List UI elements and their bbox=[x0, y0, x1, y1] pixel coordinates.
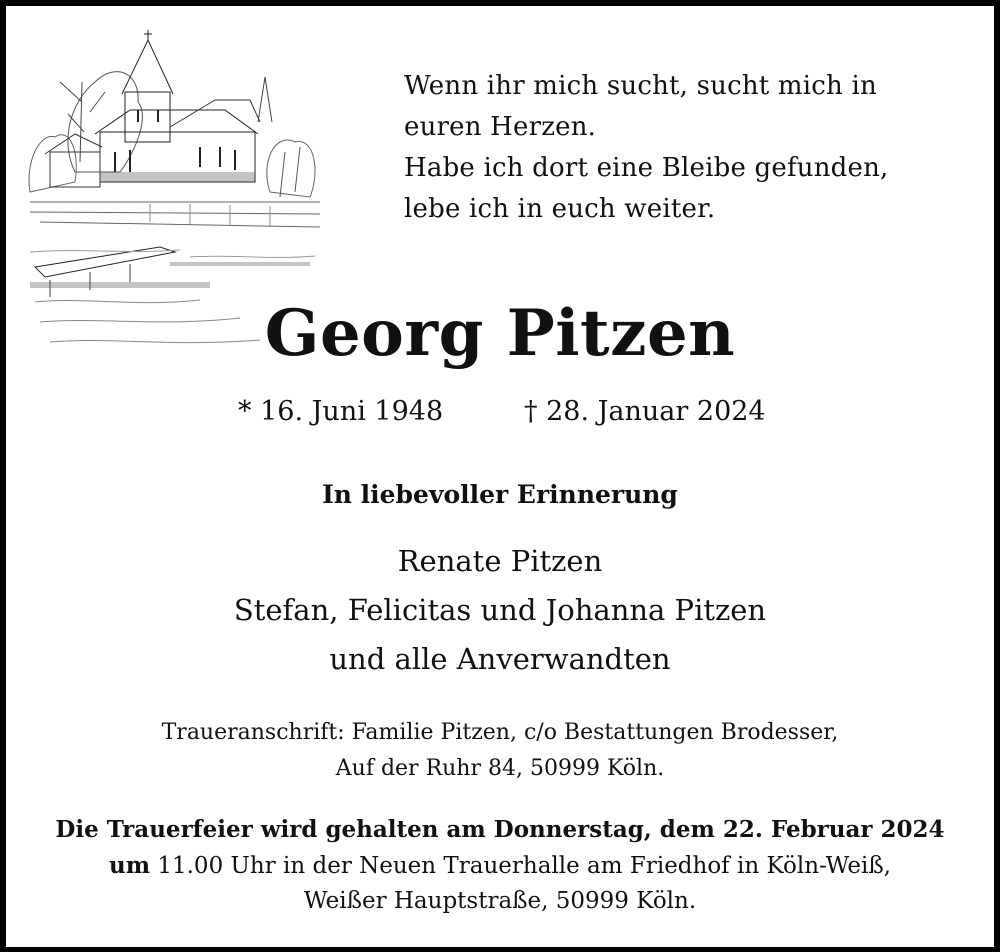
death-date: † 28. Januar 2024 bbox=[524, 396, 766, 427]
deceased-name: Georg Pitzen bbox=[264, 296, 736, 371]
memory-heading: In liebevoller Erinnerung bbox=[322, 480, 678, 509]
service-time-place: 11.00 Uhr in der Neuen Trauerhalle am Friedhof in Köln-Weiß, bbox=[150, 853, 891, 879]
family-line: Renate Pitzen bbox=[397, 544, 603, 578]
service-date-text: Die Trauerfeier wird gehalten am Donnerstag, dem 22. Februar 2024 bbox=[55, 816, 945, 843]
poem-line: lebe ich in euch weiter. bbox=[404, 194, 716, 224]
poem-line: Wenn ihr mich sucht, sucht mich in bbox=[404, 71, 877, 101]
poem-line: euren Herzen. bbox=[404, 112, 597, 142]
address-line: Auf der Ruhr 84, 50999 Köln. bbox=[335, 756, 665, 781]
family-line: Stefan, Felicitas und Johanna Pitzen bbox=[233, 593, 767, 627]
funeral-service-info bbox=[0, 812, 1000, 919]
address-line: Traueranschrift: Familie Pitzen, c/o Bestattungen Brodesser, bbox=[161, 720, 839, 745]
service-um-text: um bbox=[108, 852, 151, 879]
birth-date: * 16. Juni 1948 bbox=[238, 396, 444, 427]
service-line-3: Weißer Hauptstraße, 50999 Köln. bbox=[303, 888, 697, 914]
service-line-2 bbox=[0, 848, 1000, 884]
poem-block bbox=[404, 66, 964, 230]
family-list bbox=[0, 537, 1000, 684]
poem-line: Habe ich dort eine Bleibe gefunden, bbox=[404, 153, 889, 183]
family-line: und alle Anverwandten bbox=[329, 642, 671, 676]
service-line-1 bbox=[0, 812, 1000, 848]
mourning-address bbox=[0, 715, 1000, 787]
